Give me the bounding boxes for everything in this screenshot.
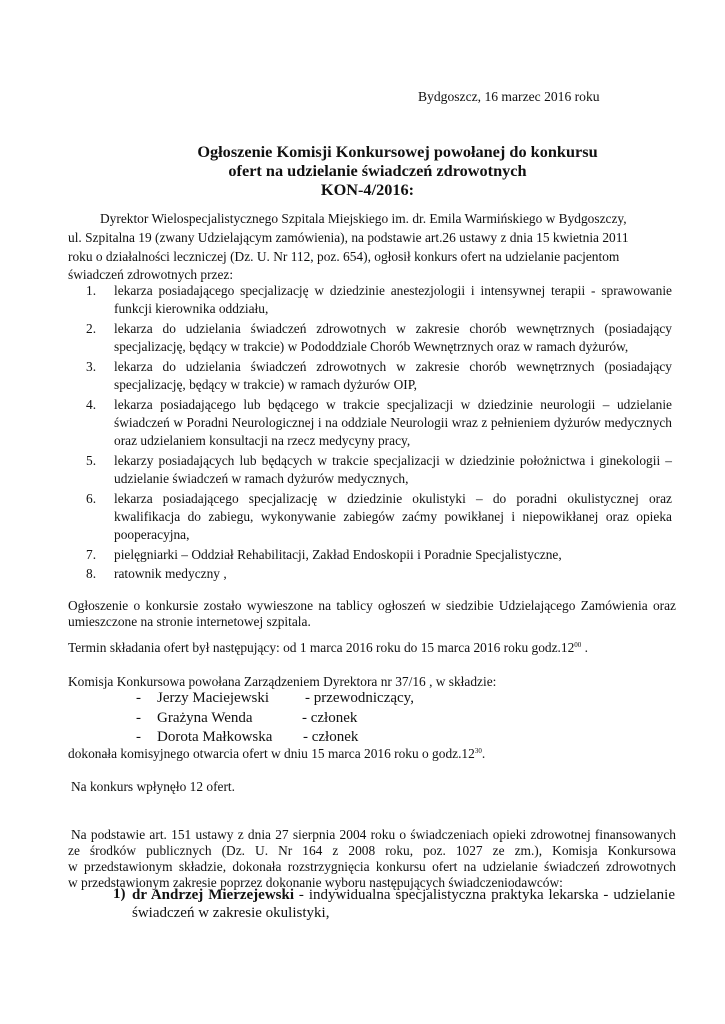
list-item-line: pooperacyjna, [114, 527, 190, 542]
list-item-number: 6. [86, 491, 97, 506]
list-item-line: lekarza do udzielania świadczeń zdrowotnych w zakresie chorób wewnętrznych (posiadający [114, 321, 672, 336]
resolution-paragraph [68, 827, 676, 891]
date-line: Bydgoszcz, 16 marzec 2016 roku [418, 89, 600, 104]
member-name: Grażyna Wenda [157, 710, 253, 726]
list-item-number: 3. [86, 359, 97, 374]
title-line-3: KON-4/2016: [320, 180, 415, 199]
announcement-paragraph [68, 598, 676, 630]
list-item-line: świadczeń w Poradni Neurologicznej i na oddziale Neurologii wraz z pełnieniem dyżurów medycznych [114, 415, 672, 430]
list-item-line: lekarzy posiadających lub będących w trakcie specjalizacji w dziedzinie położnictwa i ginekologii – [114, 453, 672, 468]
list-item-number: 4. [86, 397, 97, 412]
intro-line-3: roku o działalności leczniczej (Dz. U. Nr 112, poz. 654), ogłosił konkurs ofert na udzielanie pacjentom [68, 249, 620, 264]
resolution-line-4: w przedstawionym zakresie poprzez dokonanie wyboru następujących świadczeniodawców: [68, 875, 563, 890]
member-role: - członek [302, 710, 358, 726]
member-role: - członek [303, 729, 359, 745]
winner-entry [132, 886, 675, 922]
member-name: Jerzy Maciejewski [157, 690, 270, 706]
list-item-line: pielęgniarki – Oddział Rehabilitacji, Zakład Endoskopii i Poradnie Specjalistyczne, [114, 547, 562, 562]
list-item-line: lekarza posiadającego specjalizację w dziedzinie anestezjologii i intensywnej terapii - sprawowanie [114, 283, 672, 298]
list-item-line: kwalifikacja do zabiegu, wykonywanie zabiegów zaćmy powikłanej i niepowikłanej oraz opieka [114, 509, 672, 524]
member-name: Dorota Małkowska [157, 729, 273, 745]
resolution-line-1: Na podstawie art. 151 ustawy z dnia 27 sierpnia 2004 roku o świadczeniach opieki zdrowotnej finansowanych [71, 827, 676, 842]
offers-count: Na konkurs wpłynęło 12 ofert. [71, 779, 236, 794]
deadline-tail: . [581, 640, 588, 655]
list-item-number: 2. [86, 321, 97, 336]
deadline-minutes: 00 [574, 641, 582, 649]
list-item-number: 1. [86, 283, 97, 298]
title-line-2: ofert na udzielanie świadczeń zdrowotnych [228, 161, 527, 180]
announcement-line-1: Ogłoszenie o konkursie zostało wywieszone na tablicy ogłoszeń w siedzibie Udzielającego Zamówienia oraz [68, 598, 676, 613]
list-item-line: udzielanie świadczeń w ramach dyżurów medycznych, [114, 471, 409, 486]
winner-line-2: świadczeń w zakresie okulistyki, [132, 905, 330, 921]
list-item-line: lekarza do udzielania świadczeń zdrowotnych w zakresie chorób wewnętrznych (posiadający [114, 359, 672, 374]
winner-description: - indywidualna specjalistyczna praktyka lekarska - udzielanie [294, 887, 675, 903]
member-dash: - [136, 710, 141, 726]
opening-line [68, 746, 485, 762]
list-item-line: lekarza posiadającego specjalizację w dziedzinie okulistyki – do poradni okulistycznej oraz [114, 491, 672, 506]
winner-name: dr Andrzej Mierzejewski [132, 887, 295, 903]
list-item-line: oraz udzielaniem konsultacji na rzecz medycyny pracy, [114, 433, 411, 448]
winner-line-1 [132, 886, 675, 904]
resolution-line-2: ze środków publicznych (Dz. U. Nr 164 z 2008 roku, poz. 1027 ze zm.), Komisja Konkursowa [68, 843, 676, 858]
list-item-line: funkcji kierownika oddziału, [114, 301, 269, 316]
winner-number: 1) [113, 886, 126, 902]
committee-intro: Komisja Konkursowa powołana Zarządzeniem Dyrektora nr 37/16 , w składzie: [68, 674, 497, 689]
opening-text: dokonała komisyjnego otwarcia ofert w dniu 15 marca 2016 roku o godz.12 [68, 746, 475, 761]
deadline-line [68, 640, 588, 656]
title-line-1: Ogłoszenie Komisji Konkursowej powołanej do konkursu [197, 142, 598, 161]
opening-tail: . [481, 746, 486, 761]
list-item-number: 7. [86, 547, 97, 562]
member-dash: - [136, 729, 141, 745]
intro-line-4: świadczeń zdrowotnych przez: [68, 267, 234, 282]
intro-line-1: Dyrektor Wielospecjalistycznego Szpitala Miejskiego im. dr. Emila Warmińskiego w Bydgoszczy, [100, 211, 627, 226]
member-dash: - [136, 690, 141, 706]
opening-minutes: 30 [474, 747, 482, 755]
list-item-line: specjalizację, będący w trakcie) w ramach dyżurów OIP, [114, 377, 418, 392]
list-item-line: lekarza posiadającego lub będącego w trakcie specjalizacji w dziedzinie neurologii – udzielanie [114, 397, 672, 412]
member-role: - przewodniczący, [305, 690, 414, 706]
deadline-text: Termin składania ofert był następujący: od 1 marca 2016 roku do 15 marca 2016 roku godz.12 [68, 640, 575, 655]
list-item-line: specjalizację, będący w trakcie) w Pododdziale Chorób Wewnętrznych oraz w ramach dyżurów, [114, 339, 629, 354]
list-item-line: ratownik medyczny , [114, 566, 227, 581]
intro-line-2: ul. Szpitalna 19 (zwany Udzielającym zamówienia), na podstawie art.26 ustawy z dnia 15 kwietnia 2011 [68, 230, 629, 245]
resolution-line-3: w przedstawionym składzie, dokonała rozstrzygnięcia konkursu ofert na udzielanie świadczeń zdrowotnych [68, 859, 676, 874]
announcement-line-2: umieszczone na stronie internetowej szpitala. [68, 614, 311, 629]
list-item-number: 8. [86, 566, 97, 581]
list-item-number: 5. [86, 453, 97, 468]
